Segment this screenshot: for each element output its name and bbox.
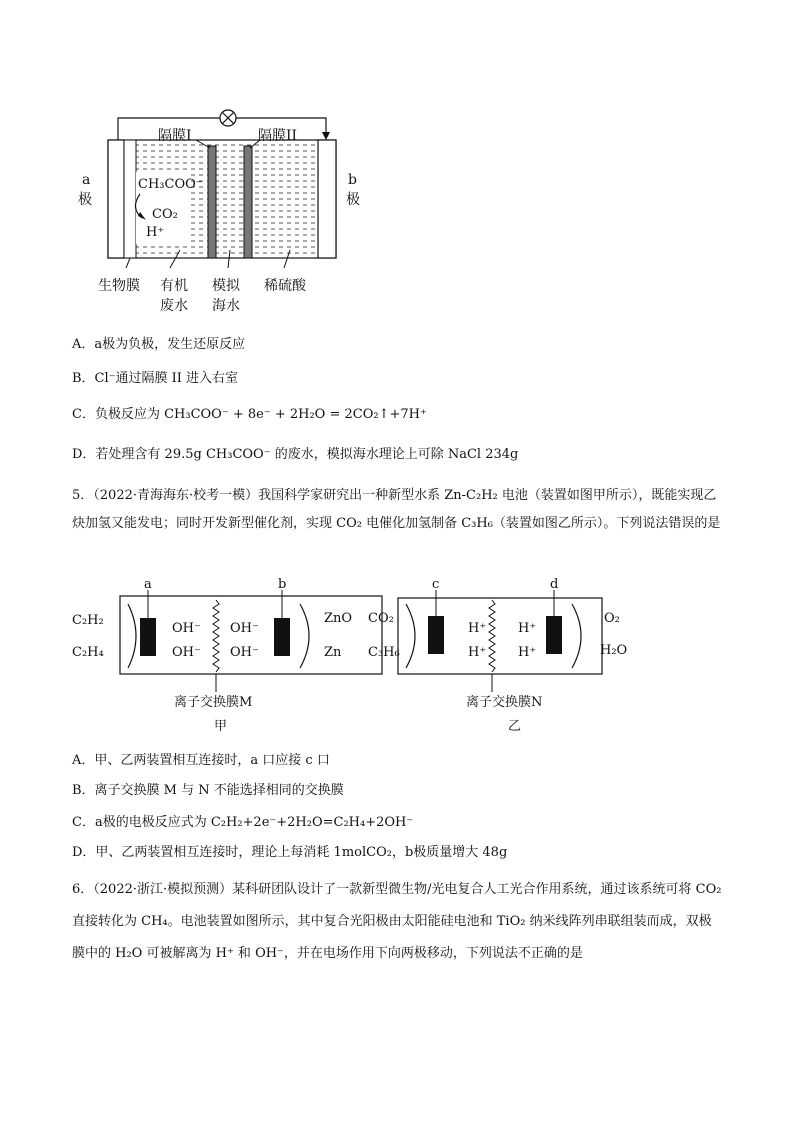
caption-jia: 甲 — [214, 719, 228, 734]
bio-film — [124, 140, 136, 258]
q4-option-a: A．a极为负极，发生还原反应 — [72, 337, 246, 352]
q5-stem: 5．（2022·青海海东·校考一模）我国科学家研究出一种新型水系 Zn-C₂H₂ 电池（装置如图甲所示），既能实现乙炔加氢又能发电；同时开发新型催化剂，实现 CO₂ 电催化加氢制备 C₃H₆（装置如图乙所示）。下列说法错误的是 — [72, 488, 721, 531]
label-a-pole: 极 — [78, 192, 92, 208]
membrane-2 — [244, 146, 252, 258]
label-membrane-n: 离子交换膜N — [466, 695, 543, 710]
label-organic: 有机 — [160, 278, 188, 294]
figure-battery-devices — [68, 576, 658, 742]
q5-option-c: C．a极的电极反应式为 C₂H₂+2e⁻+2H₂O=C₂H₄+2OH⁻ — [72, 815, 414, 830]
oh-4: OH⁻ — [230, 645, 259, 660]
label-a: a — [82, 172, 91, 188]
label-biofilm: 生物膜 — [98, 278, 140, 294]
species-co2-yi: CO₂ — [368, 611, 394, 626]
h-3: H⁺ — [518, 621, 537, 636]
electrode-a — [108, 140, 124, 258]
label-membrane-1: 隔膜I — [158, 128, 192, 144]
species-h: H⁺ — [146, 225, 165, 240]
h-2: H⁺ — [468, 645, 487, 660]
q5-option-b: B．离子交换膜 M 与 N 不能选择相同的交换膜 — [72, 783, 344, 798]
electrode-a-jia — [140, 618, 156, 656]
species-c2h4: C₂H₄ — [72, 645, 104, 660]
species-zno: ZnO — [324, 611, 353, 626]
electrode-c-yi — [428, 616, 444, 654]
port-b: b — [278, 577, 287, 592]
label-b: b — [348, 172, 357, 188]
label-simulated: 模拟 — [212, 278, 240, 294]
q5-option-d: D．甲、乙两装置相互连接时，理论上每消耗 1molCO₂，b极质量增大 48g — [72, 845, 508, 860]
membrane-1 — [208, 146, 216, 258]
species-ch3coo: CH₃COO⁻ — [138, 177, 203, 192]
q6-stem: 6．（2022·浙江·模拟预测）某科研团队设计了一款新型微生物/光电复合人工光合作用系统，通过该系统可将 CO₂ 直接转化为 CH₄。电池装置如图所示，其中复合光阳极由太阳能硅电池和 TiO₂ 纳米线阵列串联组装而成，双极膜中的 H₂O 可被解离为 H⁺ 和 OH⁻，并在电场作用下向两极移动，下列说法不正确的是 — [72, 882, 722, 961]
oh-2: OH⁻ — [172, 645, 201, 660]
electrode-b-jia — [274, 618, 290, 656]
label-b-pole: 极 — [346, 192, 360, 208]
q4-option-b: B．Cl⁻通过隔膜 II 进入右室 — [72, 371, 239, 386]
species-c2h2: C₂H₂ — [72, 613, 104, 628]
label-membrane-2: 隔膜II — [258, 128, 298, 144]
figure-electrolysis-cell — [70, 100, 370, 325]
oh-3: OH⁻ — [230, 621, 259, 636]
oh-1: OH⁻ — [172, 621, 201, 636]
electrode-b — [318, 140, 336, 258]
q4-option-d: D．若处理含有 29.5g CH₃COO⁻ 的废水，模拟海水理论上可除 NaCl 234g — [72, 447, 519, 462]
species-o2: O₂ — [604, 611, 620, 626]
h-1: H⁺ — [468, 621, 487, 636]
q5-option-a: A．甲、乙两装置相互连接时，a 口应接 c 口 — [72, 753, 330, 768]
species-co2: CO₂ — [152, 207, 178, 222]
species-c3h6: C₃H₆ — [368, 645, 400, 660]
caption-yi: 乙 — [508, 719, 522, 734]
label-wastewater: 废水 — [160, 298, 188, 314]
label-membrane-m: 离子交换膜M — [174, 695, 253, 710]
port-a: a — [144, 577, 152, 592]
species-h2o: H₂O — [600, 643, 628, 658]
species-zn: Zn — [324, 645, 342, 660]
port-c: c — [432, 577, 440, 592]
label-dilute-acid: 稀硫酸 — [264, 278, 306, 294]
q4-option-c: C．负极反应为 CH₃COO⁻ + 8e⁻ + 2H₂O = 2CO₂↑+7H⁺ — [72, 407, 427, 422]
label-seawater: 海水 — [212, 298, 240, 314]
port-d: d — [550, 577, 559, 592]
h-4: H⁺ — [518, 645, 537, 660]
electrode-d-yi — [546, 616, 562, 654]
